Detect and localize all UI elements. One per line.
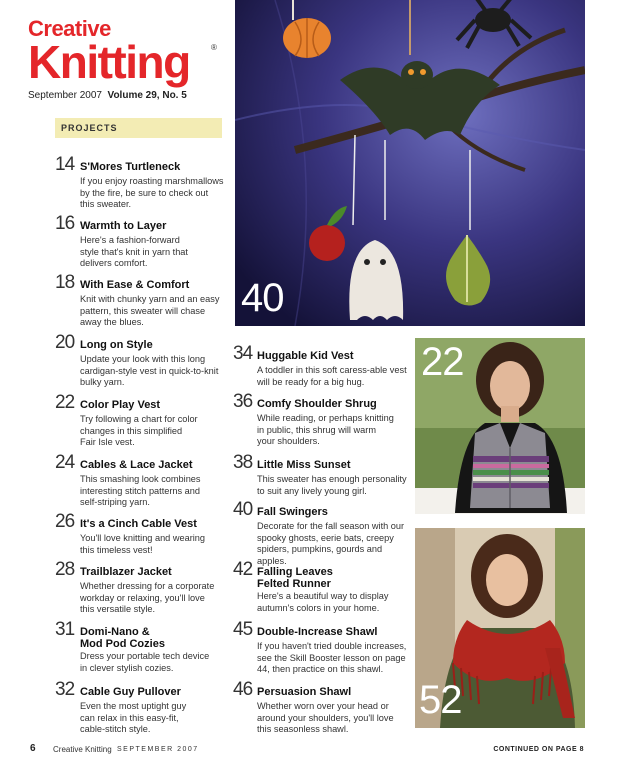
entry-page: 46: [233, 679, 253, 700]
projects-label: PROJECTS: [61, 123, 118, 133]
entry-title: Cables & Lace Jacket: [80, 459, 193, 471]
toc-entry-26[interactable]: [55, 512, 230, 556]
entry-title: Double-Increase Shawl: [257, 626, 378, 638]
entry-desc: While reading, or perhaps knitting in public, this shrug will warm your shoulders.: [257, 413, 394, 446]
toc-entry-16[interactable]: [55, 214, 230, 270]
entry-desc: Here's a fashion-forward style that's knit in yarn that delivers comfort.: [80, 235, 188, 268]
entry-desc: If you haven't tried double increases, see the Skill Booster lesson on page 44, then practice on this shawl.: [257, 641, 407, 674]
entry-page: 26: [55, 511, 75, 532]
entry-title: Cable Guy Pullover: [80, 686, 181, 698]
issue-line: [28, 90, 187, 101]
footer-magazine: Creative Knitting: [53, 745, 112, 754]
footer-date: SEPTEMBER 2007: [117, 746, 199, 753]
halloween-ornaments-illustration: [235, 0, 585, 326]
entry-desc: Knit with chunky yarn and an easy pattern, this sweater will chase away the blues.: [80, 294, 220, 327]
toc-entry-31[interactable]: [55, 620, 230, 674]
entry-title: Trailblazer Jacket: [80, 566, 172, 578]
entry-page: 38: [233, 452, 253, 473]
entry-page: 28: [55, 559, 75, 580]
footer-page-number: 6: [30, 743, 36, 754]
entry-desc: Dress your portable tech device in clever stylish cozies.: [80, 651, 210, 673]
entry-title: Little Miss Sunset: [257, 459, 351, 471]
photo-fall-swingers[interactable]: [235, 0, 585, 326]
entry-desc: Whether dressing for a corporate workday or relaxing, you'll love this versatile style.: [80, 581, 215, 614]
entry-desc: Here's a beautiful way to display autumn's colors in your home.: [257, 591, 389, 613]
entry-desc: You'll love knitting and wearing this timeless vest!: [80, 533, 206, 555]
entry-page: 18: [55, 272, 75, 293]
entry-title: Persuasion Shawl: [257, 686, 352, 698]
toc-entry-38[interactable]: [233, 453, 413, 497]
toc-entry-28[interactable]: [55, 560, 230, 616]
entry-title: Color Play Vest: [80, 399, 161, 411]
entry-desc: Even the most uptight guy can relax in this easy-fit, cable-stitch style.: [80, 701, 187, 734]
registered-mark: ®: [211, 43, 217, 52]
entry-page: 24: [55, 452, 75, 473]
entry-desc: If you enjoy roasting marshmallows by the fire, be sure to check out this sweater.: [80, 176, 224, 209]
toc-entry-14[interactable]: [55, 155, 230, 211]
entry-page: 31: [55, 619, 75, 640]
toc-entry-22[interactable]: [55, 393, 230, 449]
entry-desc: Decorate for the fall season with our spooky ghosts, eerie bats, creepy spiders, pumpkins, gourds and apples.: [257, 521, 405, 566]
toc-entry-45[interactable]: [233, 620, 413, 676]
entry-page: 45: [233, 619, 253, 640]
toc-entry-36[interactable]: [233, 392, 413, 448]
entry-desc: This sweater has enough personality to suit any lively young girl.: [257, 474, 407, 496]
entry-page: 14: [55, 154, 75, 175]
entry-page: 16: [55, 213, 75, 234]
entry-page: 36: [233, 391, 253, 412]
entry-title: Comfy Shoulder Shrug: [257, 398, 377, 410]
toc-entry-18[interactable]: [55, 273, 230, 329]
entry-title: Huggable Kid Vest: [257, 350, 354, 362]
entry-page: 42: [233, 559, 253, 580]
issue-date: September 2007: [28, 90, 102, 101]
projects-section-bar: [55, 118, 222, 138]
entry-title: Warmth to Layer: [80, 220, 167, 232]
entry-title: S'Mores Turtleneck: [80, 161, 181, 173]
masthead-logo: [28, 16, 228, 88]
entry-desc: Try following a chart for color changes in this simplified Fair Isle vest.: [80, 414, 198, 447]
entry-desc: A toddler in this soft caress-able vest will be ready for a big hug.: [257, 365, 407, 387]
toc-entry-34[interactable]: [233, 344, 413, 388]
entry-page: 20: [55, 332, 75, 353]
issue-volume: Volume 29, No. 5: [107, 90, 187, 101]
entry-title: Fall Swingers: [257, 506, 328, 518]
continued-link[interactable]: CONTINUED ON PAGE 8: [493, 746, 584, 753]
entry-page: 34: [233, 343, 253, 364]
toc-entry-46[interactable]: [233, 680, 413, 736]
toc-entry-40[interactable]: [233, 500, 413, 567]
entry-title: With Ease & Comfort: [80, 279, 190, 291]
entry-desc: Update your look with this long cardigan-style vest in quick-to-knit bulky yarn.: [80, 354, 219, 387]
entry-page: 22: [55, 392, 75, 413]
entry-desc: Whether worn over your head or around your shoulders, you'll love this seasonless shawl.: [257, 701, 394, 734]
entry-title: Falling Leaves Felted Runner: [257, 566, 333, 590]
photo-page-number: 22: [421, 340, 464, 384]
toc-entry-42[interactable]: [233, 560, 413, 614]
photo-page-number: 52: [419, 678, 462, 722]
brand-creative: Creative: [28, 16, 111, 41]
brand-knitting: Knitting: [28, 36, 190, 88]
entry-title: It's a Cinch Cable Vest: [80, 518, 197, 530]
entry-page: 40: [233, 499, 253, 520]
photo-shawl[interactable]: [415, 528, 585, 728]
entry-title: Long on Style: [80, 339, 153, 351]
entry-desc: This smashing look combines interesting stitch patterns and self-striping yarn.: [80, 474, 201, 507]
entry-title: Domi-Nano & Mod Pod Cozies: [80, 626, 165, 650]
photo-color-play-vest[interactable]: [415, 338, 585, 514]
photo-page-number: 40: [241, 276, 284, 320]
toc-entry-20[interactable]: [55, 333, 230, 389]
entry-page: 32: [55, 679, 75, 700]
toc-entry-24[interactable]: [55, 453, 230, 509]
toc-entry-32[interactable]: [55, 680, 230, 736]
